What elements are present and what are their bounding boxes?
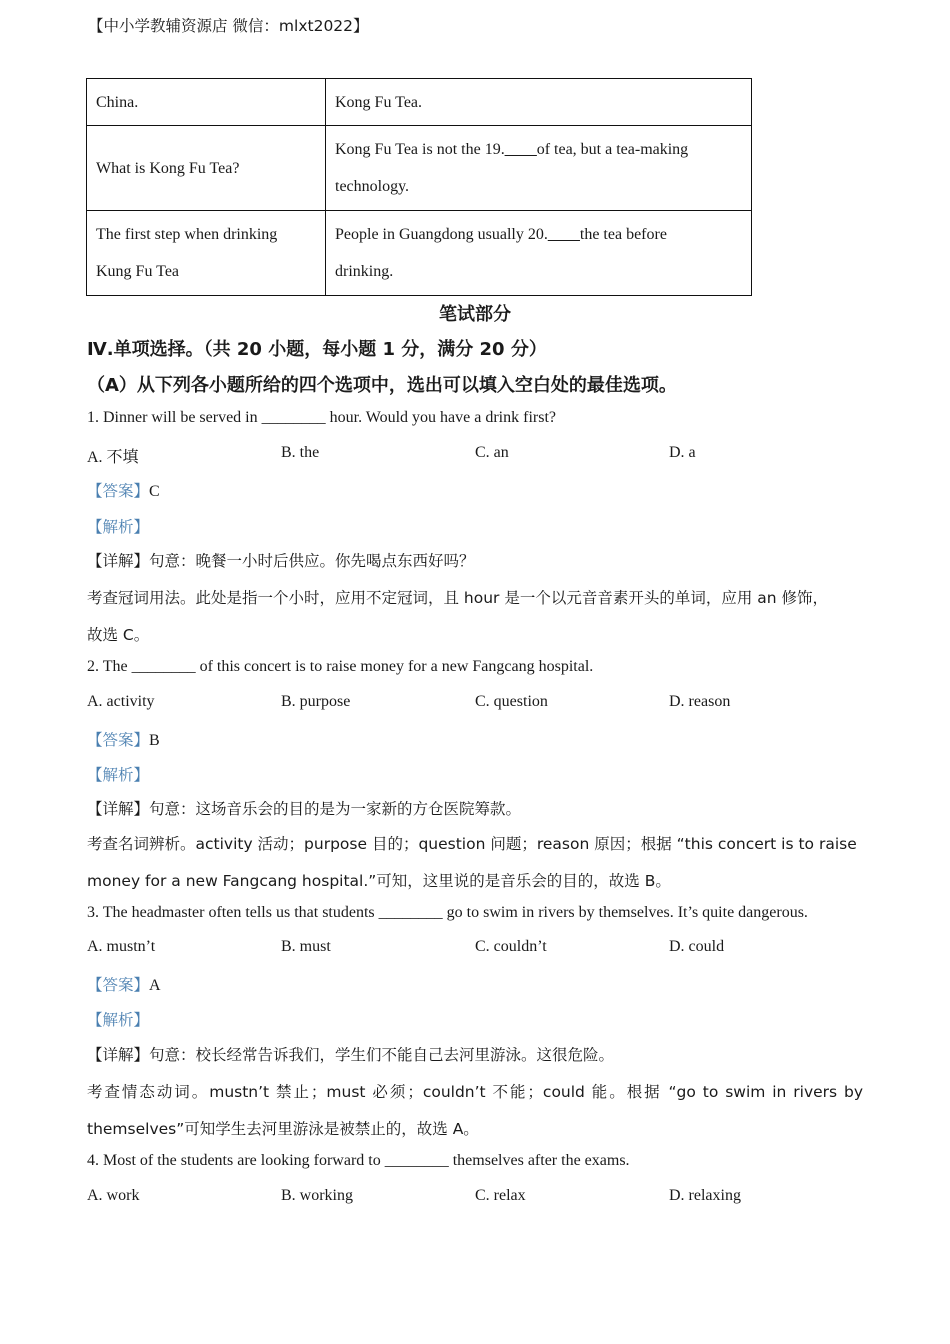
section-title: 笔试部分 [439, 304, 511, 325]
option-c: C. an [475, 444, 509, 461]
answer-line [87, 973, 161, 995]
table-cell [326, 211, 752, 296]
explanation-text: 考查冠词用法。此处是指一个小时，应用不定冠词，且 hour 是一个以元音音素开头的单词，应用 an 修饰， [87, 589, 829, 607]
option-d: D. could [669, 938, 725, 955]
explanation-text: money for a new Fangcang hospital.”可知，这里说的是音乐会的目的，故选 B。 [87, 872, 671, 890]
option-b: B. working [281, 1187, 353, 1204]
option-d: D. a [669, 444, 696, 461]
explanation-text: 考查名词辨析。activity 活动；purpose 目的；question 问题；reason 原因；根据 “this concert is to raise [87, 835, 857, 853]
detail-text: 句意：这场音乐会的目的是为一家新的方仓医院筹款。 [149, 800, 522, 818]
table-row [87, 126, 752, 211]
detail-line [87, 549, 475, 571]
subpart-title: （A）从下列各小题所给的四个选项中，选出可以填入空白处的最佳选项。 [87, 375, 677, 396]
option-c: C. question [475, 693, 548, 710]
cell-text: People in Guangdong usually 20. [335, 226, 548, 243]
option-a: A. mustn’t [87, 938, 156, 955]
answer-value: A [149, 977, 161, 994]
answer-label: 【答案】 [87, 731, 150, 749]
cell-text: The first step when drinking [96, 226, 278, 243]
table-cell: Kong Fu Tea. [326, 79, 752, 126]
table-cell: China. [87, 79, 326, 126]
fill-blank: ____ [504, 141, 537, 158]
detail-text: 句意：校长经常告诉我们，学生们不能自己去河里游泳。这很危险。 [149, 1046, 615, 1064]
table-row [87, 79, 752, 126]
option-c: C. relax [475, 1187, 526, 1204]
analysis-label: 【解析】 [87, 518, 150, 536]
answer-value: B [149, 732, 160, 749]
option-c: C. couldn’t [475, 938, 547, 955]
header-note: 【中小学教辅资源店 微信：mlxt2022】 [88, 17, 369, 35]
cell-text: drinking. [335, 263, 394, 280]
option-b: B. purpose [281, 693, 351, 710]
cell-text: of tea, but a tea-making [536, 141, 689, 158]
table-cell [87, 211, 326, 296]
option-d: D. reason [669, 693, 731, 710]
option-b: B. must [281, 938, 331, 955]
table-cell: What is Kong Fu Tea? [87, 126, 326, 211]
cell-text: the tea before [579, 226, 667, 243]
answer-line [87, 479, 160, 501]
explanation-text: 故选 C。 [87, 626, 150, 644]
detail-line [87, 1043, 614, 1065]
question-stem: 4. Most of the students are looking forward to ________ themselves after the exams. [87, 1152, 630, 1169]
table-cell [326, 126, 752, 211]
option-b: B. the [281, 444, 320, 461]
question-stem: 3. The headmaster often tells us that students ________ go to swim in rivers by themselves. It’s quite dangerous. [87, 904, 808, 921]
detail-label: 【详解】 [87, 800, 150, 818]
question-stem: 2. The ________ of this concert is to raise money for a new Fangcang hospital. [87, 658, 594, 675]
question-stem: 1. Dinner will be served in ________ hour. Would you have a drink first? [87, 409, 556, 426]
answer-label: 【答案】 [87, 482, 150, 500]
detail-label: 【详解】 [87, 1046, 150, 1064]
option-a: A. activity [87, 693, 155, 710]
cell-text: technology. [335, 178, 410, 195]
option-a: A. work [87, 1187, 140, 1204]
analysis-label: 【解析】 [87, 1011, 150, 1029]
answer-line [87, 728, 160, 750]
fill-blank: ____ [547, 226, 580, 243]
explanation-text: themselves”可知学生去河里游泳是被禁止的，故选 A。 [87, 1120, 479, 1138]
option-d: D. relaxing [669, 1187, 741, 1204]
part-title: Ⅳ.单项选择。（共 20 小题，每小题 1 分，满分 20 分） [87, 339, 547, 360]
detail-line [87, 797, 521, 819]
option-a: A. 不填 [87, 449, 139, 466]
answer-value: C [149, 483, 160, 500]
detail-text: 句意：晚餐一小时后供应。你先喝点东西好吗？ [149, 552, 475, 570]
answer-label: 【答案】 [87, 976, 150, 994]
detail-label: 【详解】 [87, 552, 150, 570]
analysis-label: 【解析】 [87, 766, 150, 784]
cell-text: Kong Fu Tea is not the 19. [335, 141, 505, 158]
explanation-text: 考查情态动词。mustn’t 禁止；must 必须；couldn’t 不能；could 能。根据 “go to swim in rivers by [87, 1083, 863, 1101]
cell-text: Kung Fu Tea [96, 263, 180, 280]
info-table [86, 78, 752, 296]
table-row [87, 211, 752, 296]
